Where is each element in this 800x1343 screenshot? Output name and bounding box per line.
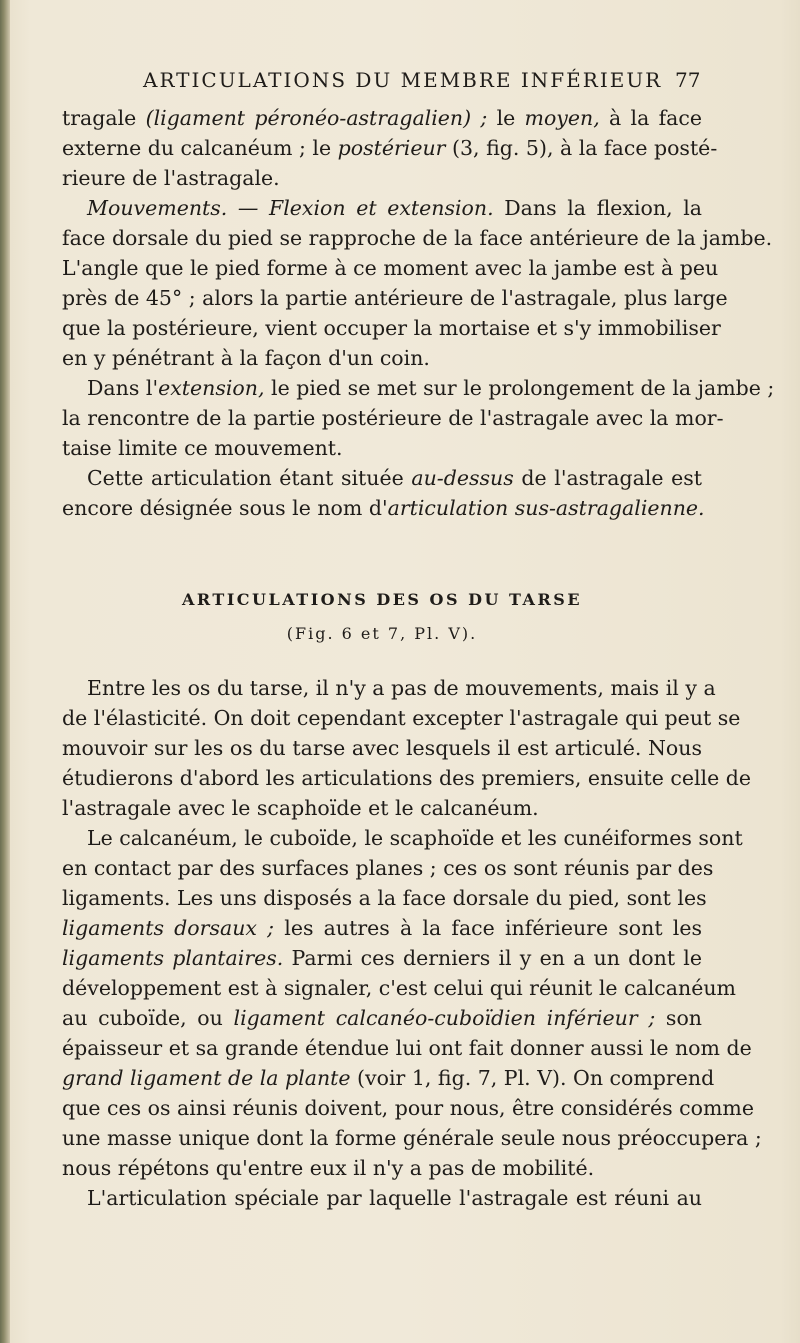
text-run: Entre les os du tarse, il n'y a pas de mouvements, mais il y a — [87, 676, 716, 700]
text-line — [62, 943, 702, 973]
text-run: tragale — [62, 106, 146, 130]
text-run: nous répétons qu'entre eux il n'y a pas de mobilité. — [62, 1156, 595, 1180]
text-line — [62, 253, 719, 283]
italic-run: au-dessus — [411, 466, 514, 490]
text-run: ligaments. Les uns disposés a la face dorsale du pied, sont les — [62, 886, 707, 910]
text-run: une masse unique dont la forme générale seule nous préoccupera ; — [62, 1126, 762, 1150]
text-run: L'angle que le pied forme à ce moment avec la jambe est à peu — [62, 256, 719, 280]
paragraph-extension — [62, 373, 775, 463]
paragraph-ligaments-tarse — [62, 823, 762, 1183]
text-line — [62, 883, 707, 913]
italic-run: grand ligament de la plante — [62, 1066, 351, 1090]
text-run: que la postérieure, vient occuper la mortaise et s'y immobiliser — [62, 316, 721, 340]
text-run: taise limite ce mouvement. — [62, 436, 343, 460]
text-run: l'astragale avec le scaphoïde et le calcanéum. — [62, 796, 539, 820]
text-line — [62, 223, 773, 253]
text-run: Parmi ces derniers il y en a un dont le — [283, 946, 702, 970]
text-run: face dorsale du pied se rapproche de la face antérieure de la jambe. — [62, 226, 773, 250]
text-run: au cuboïde, ou — [62, 1006, 234, 1030]
paragraph-mouvements — [62, 193, 773, 373]
text-line — [62, 343, 702, 373]
text-run: son — [655, 1006, 702, 1030]
text-line — [62, 1033, 752, 1063]
text-run: en contact par des surfaces planes ; ces os sont réunis par des — [62, 856, 714, 880]
text-line — [62, 463, 702, 493]
text-run: étudierons d'abord les articulations des premiers, ensuite celle de — [62, 766, 751, 790]
text-run: la rencontre de la partie postérieure de l'astragale avec la mor- — [62, 406, 724, 430]
text-run: que ces os ainsi réunis doivent, pour nous, être considérés comme — [62, 1096, 754, 1120]
text-line — [62, 1093, 754, 1123]
text-run: rieure de l'astragale. — [62, 166, 280, 190]
text-run: L'articulation spéciale par laquelle l'astragale est réuni au — [87, 1186, 702, 1210]
text-line — [62, 793, 702, 823]
text-line — [62, 733, 702, 763]
paragraph-ligaments-end — [62, 103, 718, 193]
text-run: à la face — [599, 106, 702, 130]
text-run: (3, fig. 5), à la face posté- — [445, 136, 718, 160]
text-run: encore désignée sous le nom d' — [62, 496, 388, 520]
italic-run: moyen, — [524, 106, 600, 130]
text-run: les autres à la face inférieure sont les — [274, 916, 702, 940]
text-run: Dans la flexion, la — [493, 196, 702, 220]
text-run: (voir 1, fig. 7, Pl. V). On comprend — [350, 1066, 715, 1090]
text-line — [62, 823, 743, 853]
text-run: Dans l' — [87, 376, 159, 400]
text-line — [62, 493, 705, 523]
page-binding-edge — [0, 0, 10, 1343]
text-line — [62, 1063, 715, 1093]
paragraph-sus-astragalienne — [62, 463, 705, 523]
text-line — [62, 133, 718, 163]
italic-run: articulation sus-astragalienne. — [387, 496, 705, 520]
text-line — [62, 973, 736, 1003]
text-line — [62, 283, 728, 313]
text-line — [62, 763, 751, 793]
italic-run: (ligament péronéo-astragalien) ; — [145, 106, 488, 130]
text-line — [62, 313, 721, 343]
italic-run: ligaments dorsaux ; — [62, 916, 275, 940]
italic-run: ligaments plantaires. — [62, 946, 284, 970]
section-subtitle: (Fig. 6 et 7, Pl. V). — [286, 624, 478, 643]
italic-run: Mouvements. — Flexion et extension. — [87, 196, 494, 220]
text-line — [62, 703, 741, 733]
text-line — [62, 1183, 702, 1213]
text-run: externe du calcanéum ; le — [62, 136, 338, 160]
paragraph-articulation-speciale — [62, 1183, 702, 1213]
text-run: en y pénétrant à la façon d'un coin. — [62, 346, 430, 370]
text-run: mouvoir sur les os du tarse avec lesquels il est articulé. Nous — [62, 736, 702, 760]
text-run: de l'astragale est — [513, 466, 702, 490]
paragraph-elasticite — [62, 673, 751, 823]
italic-run: ligament calcanéo-cuboïdien inférieur ; — [233, 1006, 656, 1030]
text-line — [62, 1003, 702, 1033]
text-run: de l'élasticité. On doit cependant excepter l'astragale qui peut se — [62, 706, 741, 730]
text-run: développement est à signaler, c'est celui qui réunit le calcanéum — [62, 976, 736, 1000]
text-line — [62, 853, 714, 883]
text-run: près de 45° ; alors la partie antérieure de l'astragale, plus large — [62, 286, 728, 310]
text-line — [62, 913, 702, 943]
text-run: le — [487, 106, 525, 130]
text-run: le pied se met sur le prolongement de la jambe ; — [264, 376, 775, 400]
text-line — [62, 103, 702, 133]
text-run: Le calcanéum, le cuboïde, le scaphoïde et les cunéiformes sont — [87, 826, 743, 850]
text-line — [62, 433, 702, 463]
text-line — [62, 163, 702, 193]
text-line — [62, 673, 716, 703]
italic-run: postérieur — [337, 136, 446, 160]
text-line — [62, 373, 775, 403]
text-line — [62, 403, 724, 433]
text-line — [62, 193, 702, 223]
text-line — [62, 1123, 762, 1153]
running-title: ARTICULATIONS DU MEMBRE INFÉRIEUR — [143, 68, 663, 92]
page-number: 77 — [675, 68, 701, 92]
italic-run: extension, — [158, 376, 265, 400]
text-line — [62, 1153, 702, 1183]
text-run: Cette articulation étant située — [87, 466, 412, 490]
section-title: ARTICULATIONS DES OS DU TARSE — [181, 590, 583, 609]
text-run: épaisseur et sa grande étendue lui ont fait donner aussi le nom de — [62, 1036, 752, 1060]
